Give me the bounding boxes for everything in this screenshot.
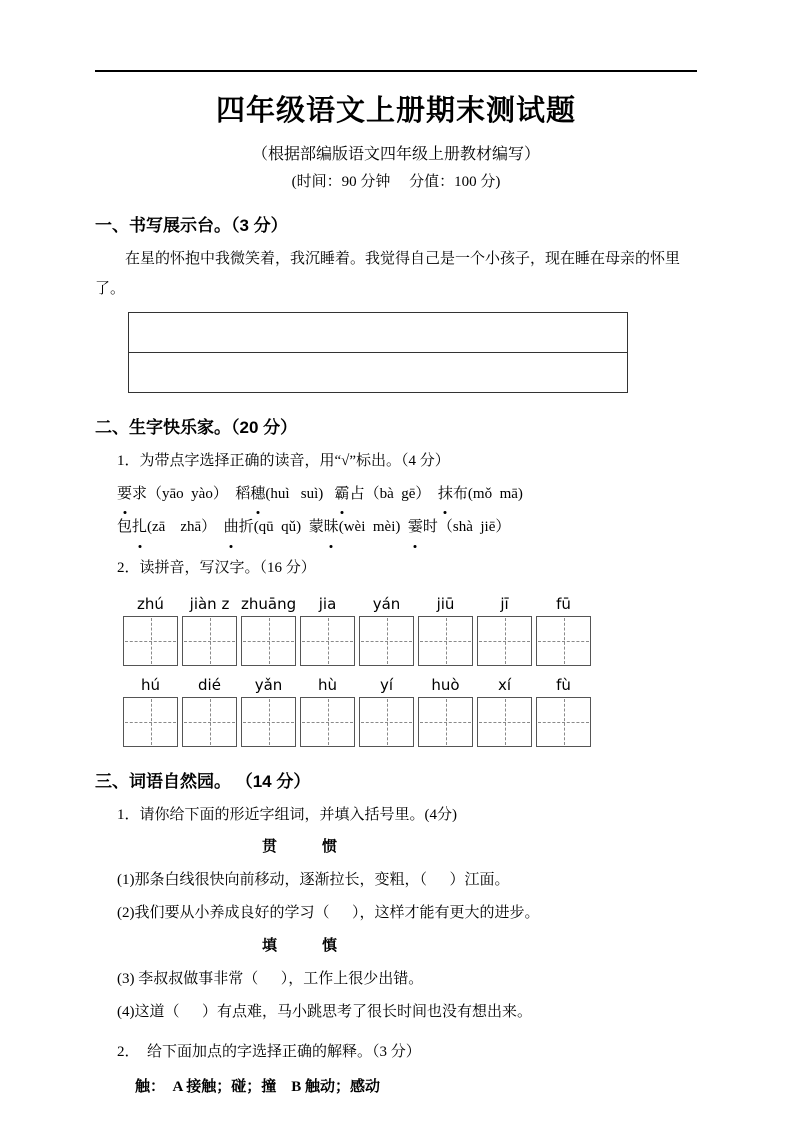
tianzige-box bbox=[123, 697, 178, 747]
page-title: 四年级语文上册期末测试题 bbox=[215, 95, 576, 127]
dotted-char: 昧 bbox=[324, 511, 339, 545]
handwriting-line-1 bbox=[129, 313, 627, 352]
text-run: 包 bbox=[117, 519, 133, 536]
section-3-q1-label: 1．请你给下面的形近字组词，并填入括号里。(4分) bbox=[117, 806, 457, 823]
tianzige-box bbox=[418, 697, 473, 747]
tianzige-box bbox=[477, 616, 532, 666]
pinyin-label: huò bbox=[431, 675, 460, 694]
section-2-q2-label: 2．读拼音，写汉字。（16 分） bbox=[117, 560, 316, 576]
tianzige-box bbox=[359, 697, 414, 747]
pinyin-label: fū bbox=[556, 594, 571, 613]
text-run: 折(qū qǔ) bbox=[238, 519, 309, 536]
section-1-heading: 一、书写展示台。（3 分） bbox=[95, 216, 288, 235]
fill-blank-item-4: (4)这道（ ）有点难，马小跳思考了很长时间也没有想出来。 bbox=[117, 1004, 532, 1020]
tianzige-box bbox=[300, 616, 355, 666]
section-2-heading: 二、生字快乐家。（20 分） bbox=[95, 418, 298, 437]
pinyin-row-2 bbox=[123, 676, 697, 694]
pinyin-label: yǎn bbox=[254, 675, 283, 694]
tianzige-box bbox=[536, 616, 591, 666]
pronunciation-choice-line-2 bbox=[95, 511, 697, 545]
pinyin-label: hú bbox=[140, 675, 160, 694]
tianzige-box bbox=[536, 697, 591, 747]
pinyin-label: jia bbox=[318, 594, 337, 613]
pinyin-writing-block-2 bbox=[123, 676, 697, 747]
tianzige-box bbox=[182, 697, 237, 747]
copy-passage-text: 在星的怀抱中我微笑着，我沉睡着。我觉得自己是一个小孩子，现在睡在母亲的怀里了。 bbox=[95, 251, 681, 297]
tianzige-box bbox=[241, 697, 296, 747]
tianzige-box bbox=[477, 697, 532, 747]
tianzige-box bbox=[418, 616, 473, 666]
exam-meta: (时间：90 分钟 分值：100 分) bbox=[291, 174, 501, 190]
text-run: (wèi mèi) bbox=[338, 519, 408, 536]
tianzige-box bbox=[300, 697, 355, 747]
pinyin-label: jiū bbox=[436, 594, 455, 613]
pinyin-writing-block-1 bbox=[123, 595, 697, 666]
section-3-heading: 三、词语自然园。 （14 分） bbox=[95, 771, 311, 791]
text-run: 布(mǒ mā) bbox=[452, 485, 523, 502]
similar-char-pair-2: 填 慎 bbox=[262, 938, 338, 954]
pinyin-label: zhú bbox=[137, 594, 164, 613]
pinyin-label: zhuāng bbox=[241, 594, 297, 613]
dotted-char: 霸 bbox=[335, 478, 350, 512]
tianzige-row-2 bbox=[123, 697, 697, 747]
text-run: 稻 bbox=[235, 485, 251, 502]
text-run: (zā zhā） bbox=[147, 519, 224, 536]
tianzige-row-1 bbox=[123, 616, 697, 666]
pinyin-label: hù bbox=[317, 675, 337, 694]
fill-blank-item-1: (1)那条白线很快向前移动，逐渐拉长，变粗，（ ）江面。 bbox=[117, 872, 510, 888]
dotted-char: 穗 bbox=[250, 478, 265, 512]
exam-subtitle: （根据部编版语文四年级上册教材编写） bbox=[251, 146, 540, 163]
pinyin-label: jiàn z bbox=[189, 594, 230, 613]
dotted-char: 扎 bbox=[132, 511, 147, 545]
dotted-char: 曲 bbox=[224, 511, 239, 545]
tianzige-box bbox=[123, 616, 178, 666]
text-run: 蒙 bbox=[308, 519, 324, 536]
handwriting-box bbox=[128, 312, 628, 393]
dotted-char: 抹 bbox=[438, 478, 453, 512]
similar-char-pair-1: 贯 惯 bbox=[262, 839, 338, 855]
pinyin-label: jī bbox=[500, 594, 509, 613]
top-divider bbox=[95, 70, 697, 72]
pronunciation-choice-line-1 bbox=[95, 478, 697, 512]
definition-options-line: 触： A 接触；碰；撞 B 触动；感动 bbox=[135, 1078, 381, 1095]
pinyin-row-1 bbox=[123, 595, 697, 613]
fill-blank-item-2: (2)我们要从小养成良好的学习（ ），这样才能有更大的进步。 bbox=[117, 905, 540, 921]
text-run: 占（bà gē） bbox=[349, 485, 438, 502]
section-3-q2-label: 2． 给下面加点的字选择正确的解释。（3 分） bbox=[117, 1044, 421, 1060]
pinyin-label: yí bbox=[379, 675, 394, 694]
text-run: 求（yāo yào） bbox=[132, 485, 236, 502]
section-2-q1-label: 1．为带点字选择正确的读音，用“√”标出。（4 分） bbox=[117, 453, 450, 469]
dotted-char: 要 bbox=[117, 478, 132, 512]
pinyin-label: fù bbox=[556, 675, 571, 694]
dotted-char: 霎 bbox=[408, 511, 423, 545]
tianzige-box bbox=[182, 616, 237, 666]
tianzige-box bbox=[241, 616, 296, 666]
tianzige-box bbox=[359, 616, 414, 666]
fill-blank-item-3: (3) 李叔叔做事非常（ ），工作上很少出错。 bbox=[117, 971, 424, 987]
text-run: (huì suì) bbox=[265, 485, 335, 502]
text-run: 时（shà jiē） bbox=[422, 519, 511, 536]
pinyin-label: dié bbox=[198, 675, 221, 694]
handwriting-line-2 bbox=[129, 352, 627, 392]
pinyin-label: xí bbox=[497, 675, 512, 694]
pinyin-label: yán bbox=[372, 594, 401, 613]
